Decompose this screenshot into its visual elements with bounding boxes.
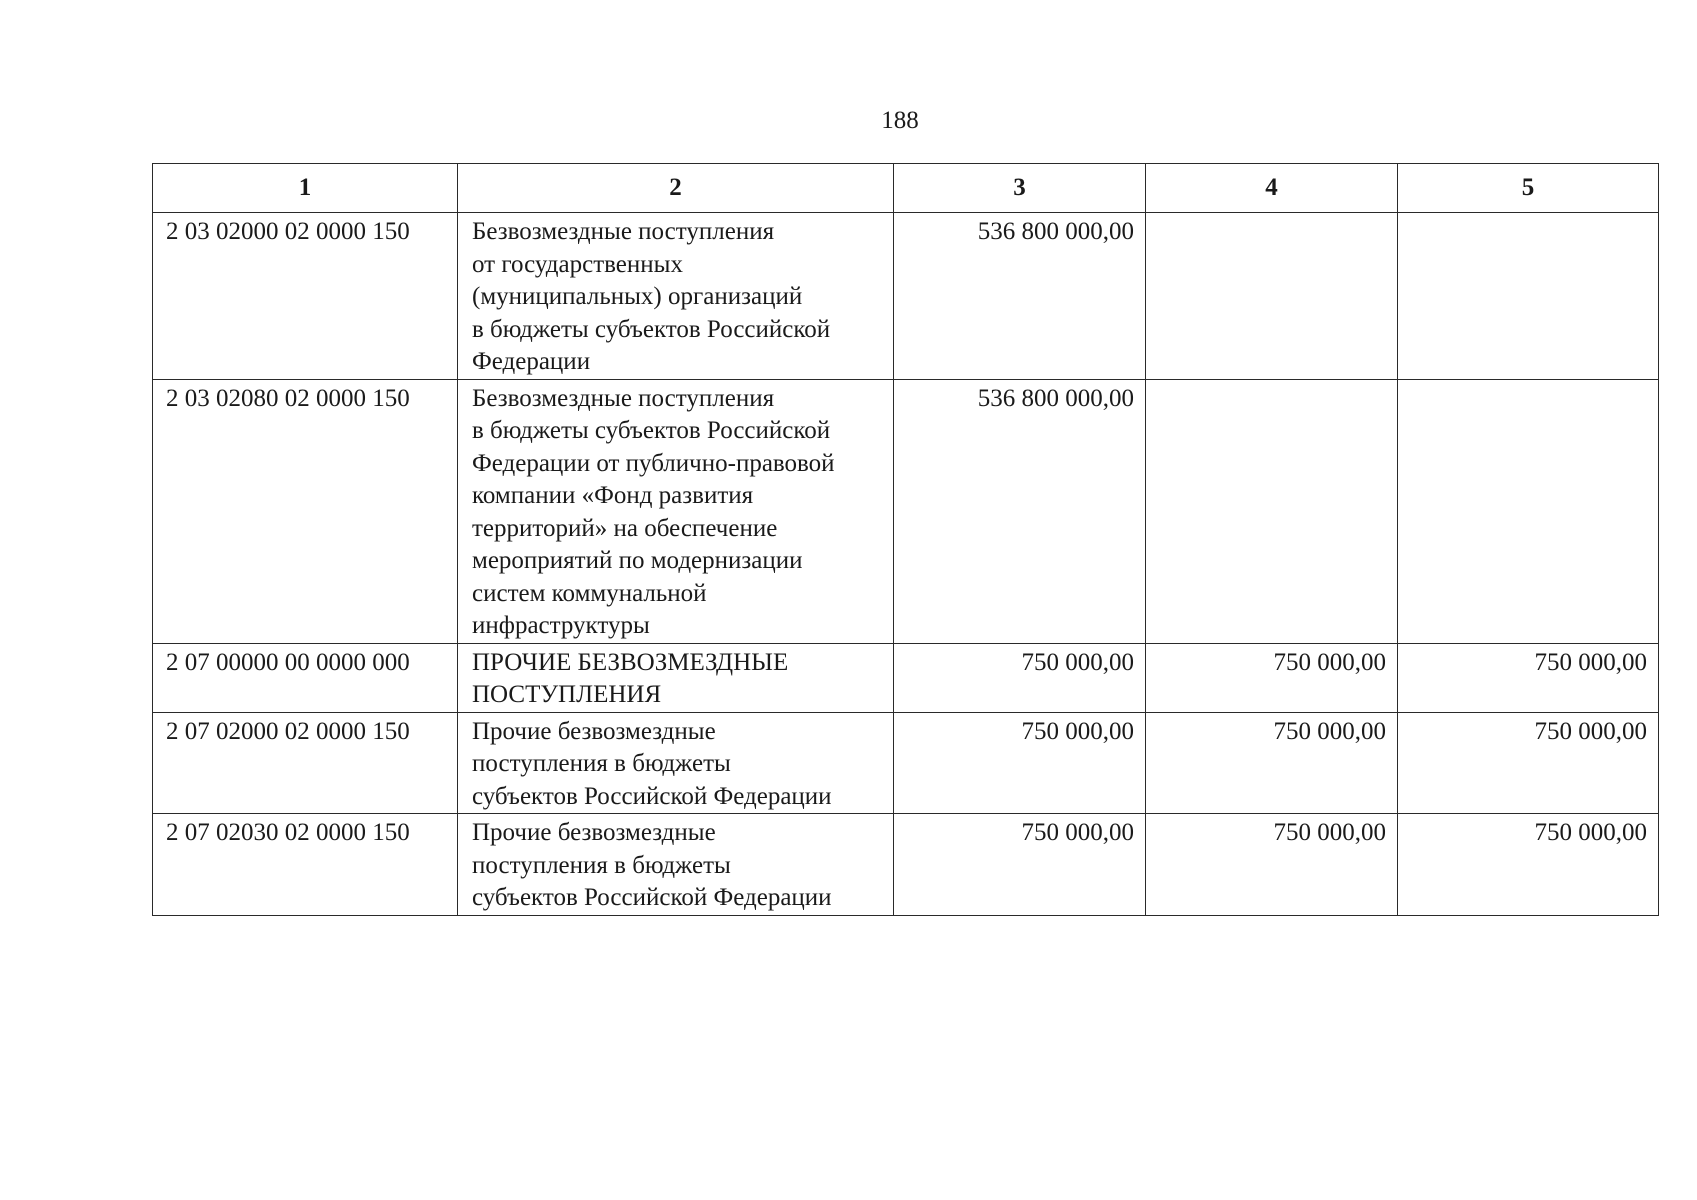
row-name — [458, 712, 894, 814]
row-name-line: мероприятий по модернизации — [472, 547, 803, 574]
column-header-4: 4 — [1146, 164, 1398, 213]
row-name-line: Федерации — [472, 348, 591, 375]
row-name-line: от государственных — [472, 250, 683, 278]
table-header-row — [153, 164, 1659, 213]
table-row — [153, 814, 1659, 916]
row-code: 2 03 02080 02 0000 150 — [153, 379, 458, 643]
row-value-col4: 750 000,00 — [1146, 814, 1398, 916]
column-header-1: 1 — [153, 164, 458, 213]
row-value-col3: 750 000,00 — [894, 643, 1146, 712]
row-name-line: Прочие безвозмездные — [472, 819, 716, 846]
budget-revenue-table — [152, 163, 1659, 916]
row-code: 2 07 00000 00 0000 000 — [153, 643, 458, 712]
row-code: 2 07 02030 02 0000 150 — [153, 814, 458, 916]
row-name-line: поступления в бюджеты — [472, 750, 731, 777]
column-header-5: 5 — [1398, 164, 1659, 213]
row-name-line: инфраструктуры — [472, 612, 650, 639]
column-header-3: 3 — [894, 164, 1146, 213]
row-name-line: в бюджеты субъектов Российской — [472, 417, 831, 444]
row-name-line: компании «Фонд развития — [472, 482, 754, 509]
row-value-col4 — [1146, 213, 1398, 380]
row-name-line: ПОСТУПЛЕНИЯ — [472, 681, 662, 708]
row-code: 2 07 02000 02 0000 150 — [153, 712, 458, 814]
row-name-line: систем коммунальной — [472, 579, 707, 607]
row-value-col3: 750 000,00 — [894, 712, 1146, 814]
row-name-line: субъектов Российской Федерации — [472, 782, 832, 810]
row-name-line: Безвозмездные поступления — [472, 218, 775, 245]
row-value-col5: 750 000,00 — [1398, 643, 1659, 712]
row-value-col3: 536 800 000,00 — [894, 379, 1146, 643]
row-name-line: поступления в бюджеты — [472, 851, 731, 879]
row-name — [458, 643, 894, 712]
row-value-col4: 750 000,00 — [1146, 643, 1398, 712]
row-value-col5 — [1398, 379, 1659, 643]
row-name-line: Безвозмездные поступления — [472, 384, 775, 412]
table-row — [153, 643, 1659, 712]
row-value-col3: 750 000,00 — [894, 814, 1146, 916]
row-value-col5: 750 000,00 — [1398, 712, 1659, 814]
row-name-line: территорий» на обеспечение — [472, 514, 778, 542]
row-name — [458, 213, 894, 380]
row-name-line: ПРОЧИЕ БЕЗВОЗМЕЗДНЫЕ — [472, 648, 789, 676]
table-row — [153, 712, 1659, 814]
row-value-col4 — [1146, 379, 1398, 643]
table-row — [153, 379, 1659, 643]
row-name-line: Прочие безвозмездные — [472, 717, 716, 745]
row-name-line: Федерации от публично-правовой — [472, 449, 835, 477]
row-value-col5: 750 000,00 — [1398, 814, 1659, 916]
table-row — [153, 213, 1659, 380]
row-name-line: (муниципальных) организаций — [472, 283, 803, 310]
row-name-line: субъектов Российской Федерации — [472, 884, 832, 911]
row-value-col5 — [1398, 213, 1659, 380]
row-value-col3: 536 800 000,00 — [894, 213, 1146, 380]
row-name — [458, 379, 894, 643]
column-header-2: 2 — [458, 164, 894, 213]
row-name — [458, 814, 894, 916]
row-code: 2 03 02000 02 0000 150 — [153, 213, 458, 380]
row-name-line: в бюджеты субъектов Российской — [472, 315, 831, 343]
row-value-col4: 750 000,00 — [1146, 712, 1398, 814]
page-number: 188 — [881, 107, 919, 134]
